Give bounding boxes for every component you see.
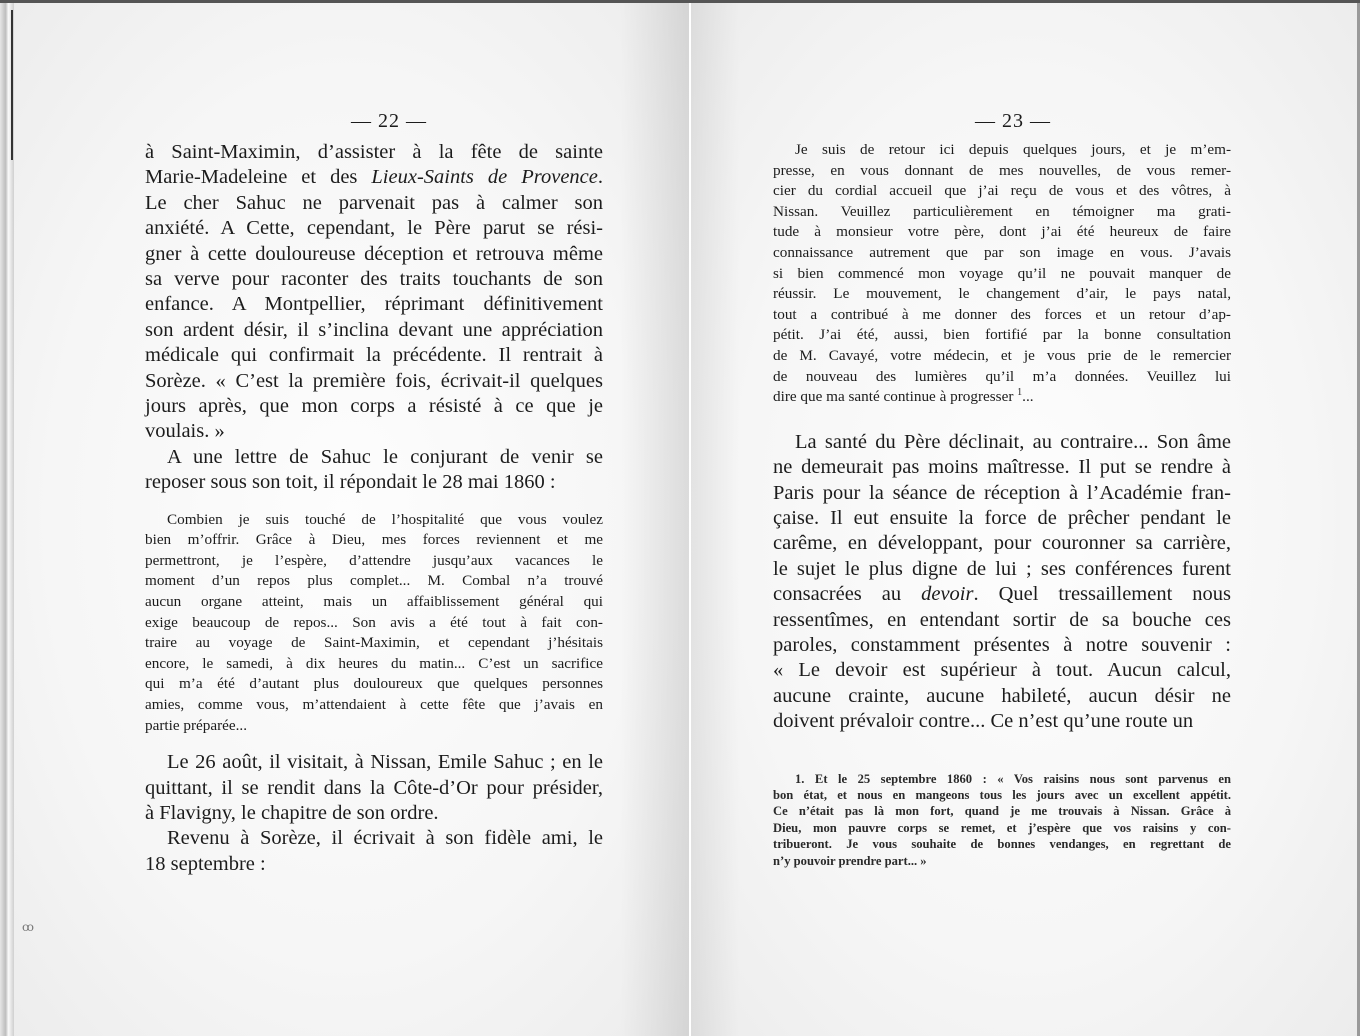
text-line: cier du cordial accueil que j’ai reçu de vous et des vôtres, à [773, 182, 1231, 200]
text-line: tribueront. Je vous souhaite de bonnes vendanges, en regrettant de [773, 837, 1231, 852]
text-line: ressentîmes, en entendant sortir de sa bouche ces [773, 608, 1231, 631]
block-quote [773, 140, 1231, 387]
text-line: enfance. A Montpellier, réprimant définitivement [145, 293, 603, 316]
page-edge-shadow [11, 10, 13, 160]
page-number: — 22 — [351, 110, 427, 132]
text-line: à Saint-Maximin, d’assister à la fête de sainte [145, 141, 603, 163]
text-line: exige beaucoup de repos... Son avis a été tout à fait con- [145, 613, 603, 631]
text-line: son ardent désir, il s’inclina devant une appréciation [145, 318, 603, 341]
text-line: Dieu, mon pauvre corps se remet, et j’espère que vos raisins y con- [773, 820, 1231, 835]
italic-phrase: devoir [921, 583, 974, 606]
text-line: sa verve pour raconter des traits touchants de son [145, 268, 603, 291]
text-line: traire au voyage de Saint-Maximin, et cependant j’hésitais [145, 634, 603, 652]
paragraph [145, 826, 603, 877]
footnote-ref: 1 [1017, 387, 1023, 399]
text-line: qui m’a été d’autant plus douloureux que quelques personnes [145, 675, 603, 693]
paragraph [145, 140, 603, 445]
text-line: à Flavigny, le chapitre de son ordre. [145, 802, 439, 825]
text-line: amies, comme vous, m’attendaient à cette fête que j’avais en [145, 696, 603, 714]
text-line: Je suis de retour ici depuis quelques jours, et je m’em- [795, 141, 1231, 158]
text-line: Le cher Sahuc ne parvenait pas à calmer son [145, 191, 603, 214]
text-line: « Le devoir est supérieur à tout. Aucun calcul, [773, 659, 1231, 682]
text-line: aucun organe atteint, mais un affaiblissement général qui [145, 593, 603, 611]
text-line: de nouveau des lumières qu’il m’a données. Veuillez lui [773, 367, 1231, 385]
text-line: carême, en développant, pour couronner sa carrière, [773, 532, 1231, 555]
text-line: doivent prévaloir contre... Ce n’est qu’une route un [773, 710, 1194, 733]
text-line: paroles, constamment présentes à notre souvenir : [773, 633, 1231, 656]
text-line: voulais. » [145, 420, 225, 443]
text-line: La santé du Père déclinait, au contraire... Son âme [795, 430, 1231, 453]
text-line: partie préparée... [145, 716, 248, 734]
text-line: Ce n’était pas là mon fort, quand je me trouvais à Nissan. Grâce à [773, 804, 1231, 819]
text-line: quittant, il se rendit dans la Côte-d’Or pour présider, [145, 776, 603, 799]
text-line: Sorèze. « C’est la première fois, écrivait-il quelques [145, 369, 603, 392]
text-line: reposer sous son toit, il répondait le 28 mai 1860 : [145, 471, 556, 494]
text-line: Nissan. Veuillez particulièrement en témoigner ma grati- [773, 202, 1231, 220]
text-line: consacrées au devoir. Quel tressaillement nous [773, 583, 1231, 606]
text-line: bon état, et nous en mangeons tous les jours avec un excellent appétit. [773, 788, 1231, 802]
text-line: réussir. Le mouvement, le changement d’air, le pays natal, [773, 285, 1231, 303]
text-line: Combien je suis touché de l’hospitalité que vous voulez [167, 510, 603, 528]
paper-blemish: ꝏ [22, 920, 34, 934]
text-line: anxiété. A Cette, cependant, le Père parut se rési- [145, 217, 603, 240]
text-line: moment d’un repos plus complet... M. Combal n’a trouvé [145, 572, 603, 590]
text-line: presse, en vous donnant de mes nouvelles, de vous remer- [773, 161, 1231, 179]
gutter-shadow [620, 0, 690, 1036]
text-line: ne demeurait pas moins maîtresse. Il put se rendre à [773, 456, 1231, 479]
block-quote [145, 510, 603, 737]
left-text-column [145, 110, 603, 877]
text-line: permettront, je l’espère, d’attendre jusqu’aux vacances le [145, 551, 603, 569]
text-line: le sujet le plus digne de lui ; ses conférences furent [773, 557, 1231, 580]
text-line: Le 26 août, il visitait, à Nissan, Emile Sahuc ; en le [167, 751, 603, 774]
text-line: médicale qui confirmait la précédente. Il rentrait à [145, 344, 603, 367]
text-line: A une lettre de Sahuc le conjurant de venir se [167, 445, 603, 468]
page-edge-top [0, 0, 1360, 3]
text-line: Paris pour la séance de réception à l’Académie fran- [773, 481, 1231, 504]
text-line: encore, le samedi, à dix heures du matin... C’est un sacrifice [145, 654, 603, 672]
paragraph [145, 750, 603, 826]
text-line: si bien commencé mon voyage qu’il ne pouvait manquer de [773, 264, 1231, 282]
text-line: de M. Cavayé, votre médecin, et je vous prie de le remercier [773, 346, 1231, 364]
text-line: 1. Et le 25 septembre 1860 : « Vos raisins nous sont parvenus en [795, 771, 1231, 786]
text-line: gner à cette douloureuse déception et retrouva même [145, 242, 603, 265]
text-line: dire que ma santé continue à progresser $^1$... [773, 387, 1034, 406]
text-line: n’y pouvoir prendre part... » [773, 853, 927, 868]
text-line: Marie-Madeleine et des Lieux-Saints de Provence. [145, 166, 603, 189]
right-text-column [773, 110, 1231, 869]
text-line: tude à monsieur votre père, dont j’ai été heureux de faire [773, 223, 1231, 241]
gutter-fold [689, 0, 691, 1036]
text-line: pétit. J’ai été, aussi, bien fortifié par la bonne consultation [773, 326, 1231, 344]
text-line: 18 septembre : [145, 852, 266, 875]
text-line: aucune crainte, aucune habileté, aucun désir ne [773, 684, 1231, 707]
text-line: connaissance autrement que par son image en vous. J’avais [773, 243, 1231, 261]
paragraph [773, 430, 1231, 735]
gutter-shadow [690, 0, 740, 1036]
text-line: Revenu à Sorèze, il écrivait à son fidèle ami, le [167, 827, 603, 850]
text-line: tout a contribué à me donner des forces et un retour d’ap- [773, 305, 1231, 323]
text-line: jours après, que mon corps a résisté à ce que je [145, 395, 603, 418]
footnote [773, 771, 1231, 869]
paragraph [145, 445, 603, 496]
text-line: bien m’offrir. Grâce à Dieu, mes forces reviennent et me [145, 531, 603, 549]
italic-phrase: Lieux-Saints de Provence [371, 166, 598, 189]
page-number: — 23 — [975, 110, 1051, 132]
text-line: çaise. Il eut ensuite la force de prêcher pendant le [773, 506, 1231, 529]
